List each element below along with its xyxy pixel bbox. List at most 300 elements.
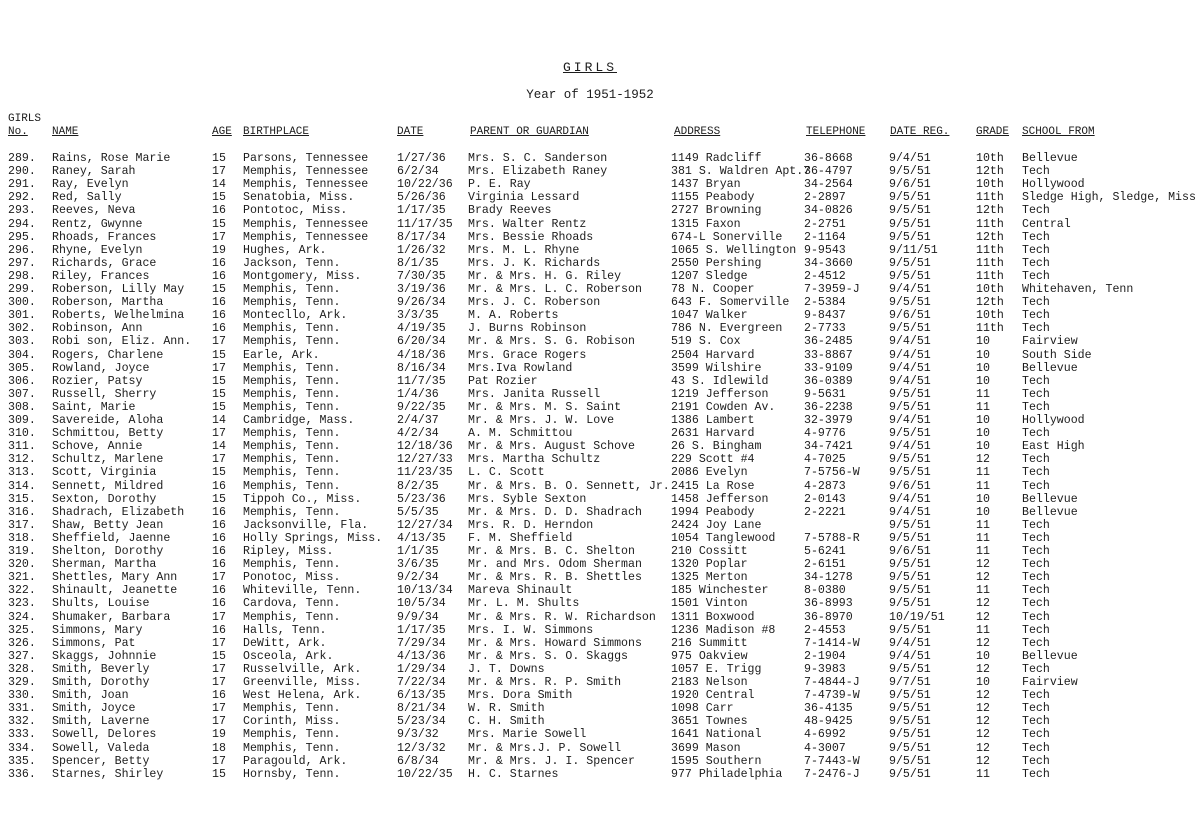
row-number: 290. bbox=[8, 165, 36, 179]
school-from: Tech bbox=[1022, 230, 1050, 244]
school-from: Tech bbox=[1022, 204, 1050, 218]
date-registered: 9/5/51 bbox=[889, 427, 931, 441]
grade: 12th bbox=[976, 204, 1004, 218]
birthplace: Pontotoc, Miss. bbox=[243, 204, 348, 218]
school-from: Fairview bbox=[1022, 676, 1078, 689]
grade: 11 bbox=[976, 479, 990, 493]
parent-guardian: Mrs. M. L. Rhyne bbox=[468, 243, 580, 257]
grade: 11 bbox=[976, 387, 990, 401]
date-registered: 9/5/51 bbox=[889, 191, 931, 205]
grade: 12 bbox=[976, 571, 990, 585]
age: 16 bbox=[212, 309, 226, 323]
student-name: Richards, Grace bbox=[52, 256, 157, 270]
date-registered: 9/4/51 bbox=[889, 492, 931, 506]
table-row bbox=[0, 296, 1200, 309]
parent-guardian: Mrs. Syble Sexton bbox=[468, 492, 587, 506]
grade: 11 bbox=[976, 584, 990, 598]
age: 17 bbox=[212, 610, 226, 624]
student-name: Smith, Joan bbox=[52, 689, 129, 703]
row-number: 297. bbox=[8, 256, 36, 270]
student-name: Russell, Sherry bbox=[52, 387, 157, 401]
student-name: Shults, Louise bbox=[52, 597, 150, 611]
address: 1437 Bryan bbox=[671, 178, 741, 192]
school-from: Tech bbox=[1022, 256, 1050, 270]
birthplace: Senatobia, Miss. bbox=[243, 191, 355, 205]
parent-guardian: Mr. & Mrs. J. I. Spencer bbox=[468, 754, 635, 768]
row-number: 311. bbox=[8, 440, 36, 454]
student-name: Smith, Joyce bbox=[52, 702, 136, 716]
birth-date: 3/6/35 bbox=[397, 558, 439, 572]
birthplace: Tippoh Co., Miss. bbox=[243, 492, 362, 506]
birth-date: 6/2/34 bbox=[397, 165, 439, 179]
address: 2550 Pershing bbox=[671, 256, 762, 270]
student-name: Rowland, Joyce bbox=[52, 361, 150, 375]
student-name: Red, Sally bbox=[52, 191, 122, 205]
row-number: 296. bbox=[8, 243, 36, 257]
address: 1047 Walker bbox=[671, 309, 748, 323]
header-address: ADDRESS bbox=[674, 126, 721, 138]
parent-guardian: Mrs. I. W. Simmons bbox=[468, 623, 594, 637]
birth-date: 7/22/34 bbox=[397, 676, 446, 689]
student-name: Schove, Annie bbox=[52, 440, 143, 454]
birthplace: Memphis, Tenn. bbox=[243, 466, 341, 480]
student-name: Shettles, Mary Ann bbox=[52, 571, 178, 585]
student-name: Rentz, Gwynne bbox=[52, 217, 143, 231]
school-from: Tech bbox=[1022, 662, 1050, 676]
student-name: Simmons, Mary bbox=[52, 623, 143, 637]
school-from: Tech bbox=[1022, 479, 1050, 493]
school-from: Tech bbox=[1022, 623, 1050, 637]
birthplace: Memphis, Tennessee bbox=[243, 165, 369, 179]
student-name: Raney, Sarah bbox=[52, 165, 136, 179]
row-number: 323. bbox=[8, 597, 36, 611]
student-name: Savereide, Aloha bbox=[52, 414, 164, 427]
age: 16 bbox=[212, 269, 226, 283]
address: 26 S. Bingham bbox=[671, 440, 762, 454]
birth-date: 4/13/36 bbox=[397, 649, 446, 663]
header-age: AGE bbox=[212, 126, 232, 138]
parent-guardian: F. M. Sheffield bbox=[468, 531, 573, 545]
table-row bbox=[0, 637, 1200, 650]
student-name: Shaw, Betty Jean bbox=[52, 518, 164, 532]
table-row bbox=[0, 702, 1200, 715]
birth-date: 3/3/35 bbox=[397, 309, 439, 323]
date-registered: 9/4/51 bbox=[889, 505, 931, 519]
table-row bbox=[0, 532, 1200, 545]
grade: 12 bbox=[976, 453, 990, 467]
address: 210 Cossitt bbox=[671, 545, 748, 558]
row-number: 299. bbox=[8, 283, 36, 296]
parent-guardian: Mr. & Mrs.J. P. Sowell bbox=[468, 741, 622, 755]
table-row bbox=[0, 571, 1200, 584]
date-registered: 9/5/51 bbox=[889, 754, 931, 768]
birth-date: 8/17/34 bbox=[397, 230, 446, 244]
address: 1207 Sledge bbox=[671, 269, 748, 283]
telephone: 2-4512 bbox=[804, 269, 846, 283]
date-registered: 9/4/51 bbox=[889, 649, 931, 663]
grade: 10 bbox=[976, 649, 990, 663]
table-row bbox=[0, 349, 1200, 362]
student-name: Rozier, Patsy bbox=[52, 374, 143, 388]
table-row bbox=[0, 742, 1200, 755]
table-row bbox=[0, 309, 1200, 322]
parent-guardian: Mrs. R. D. Herndon bbox=[468, 518, 594, 532]
row-number: 307. bbox=[8, 387, 36, 401]
table-row bbox=[0, 545, 1200, 558]
birth-date: 5/23/34 bbox=[397, 715, 446, 729]
telephone: 48-9425 bbox=[804, 715, 853, 729]
age: 19 bbox=[212, 728, 226, 742]
row-number: 332. bbox=[8, 715, 36, 729]
row-number: 336. bbox=[8, 767, 36, 781]
row-number: 293. bbox=[8, 204, 36, 218]
parent-guardian: Mr. & Mrs. H. G. Riley bbox=[468, 269, 622, 283]
date-registered: 9/5/51 bbox=[889, 584, 931, 598]
parent-guardian: J. Burns Robinson bbox=[468, 322, 587, 336]
row-number: 334. bbox=[8, 741, 36, 755]
age: 16 bbox=[212, 322, 226, 336]
row-number: 304. bbox=[8, 348, 36, 362]
parent-guardian: Mr. & Mrs. D. D. Shadrach bbox=[468, 505, 642, 519]
table-row bbox=[0, 558, 1200, 571]
date-registered: 9/5/51 bbox=[889, 623, 931, 637]
date-registered: 9/5/51 bbox=[889, 322, 931, 336]
telephone: 34-7421 bbox=[804, 440, 853, 454]
telephone: 2-2751 bbox=[804, 217, 846, 231]
table-row bbox=[0, 768, 1200, 781]
address: 1320 Poplar bbox=[671, 558, 748, 572]
table-row bbox=[0, 218, 1200, 231]
grade: 12th bbox=[976, 296, 1004, 310]
parent-guardian: Virginia Lessard bbox=[468, 191, 580, 205]
birthplace: Parsons, Tennessee bbox=[243, 152, 369, 165]
birthplace: Hornsby, Tenn. bbox=[243, 767, 341, 781]
address: 1458 Jefferson bbox=[671, 492, 769, 506]
age: 18 bbox=[212, 741, 226, 755]
telephone: 32-3979 bbox=[804, 414, 853, 427]
page-subtitle: Year of 1951-1952 bbox=[526, 88, 654, 102]
date-registered: 9/6/51 bbox=[889, 479, 931, 493]
school-from: Hollywood bbox=[1022, 178, 1085, 192]
student-name: Sheffield, Jaenne bbox=[52, 531, 171, 545]
row-number: 316. bbox=[8, 505, 36, 519]
address: 1386 Lambert bbox=[671, 414, 755, 427]
birth-date: 6/8/34 bbox=[397, 754, 439, 768]
header-date-reg: DATE REG. bbox=[890, 126, 950, 138]
page-title: GIRLS bbox=[562, 60, 617, 75]
birth-date: 1/17/35 bbox=[397, 204, 446, 218]
age: 15 bbox=[212, 387, 226, 401]
birth-date: 7/30/35 bbox=[397, 269, 446, 283]
student-name: Rhoads, Frances bbox=[52, 230, 157, 244]
student-name: Scott, Virginia bbox=[52, 466, 157, 480]
date-registered: 9/4/51 bbox=[889, 361, 931, 375]
table-row bbox=[0, 624, 1200, 637]
row-number: 305. bbox=[8, 361, 36, 375]
row-number: 322. bbox=[8, 584, 36, 598]
row-number: 333. bbox=[8, 728, 36, 742]
birthplace: Ripley, Miss. bbox=[243, 545, 334, 558]
birthplace: Memphis, Tenn. bbox=[243, 374, 341, 388]
parent-guardian: Mrs. Elizabeth Raney bbox=[468, 165, 608, 179]
birth-date: 5/5/35 bbox=[397, 505, 439, 519]
parent-guardian: Mr. L. M. Shults bbox=[468, 597, 580, 611]
address: 78 N. Cooper bbox=[671, 283, 755, 296]
date-registered: 9/4/51 bbox=[889, 283, 931, 296]
grade: 10 bbox=[976, 361, 990, 375]
student-name: Simmons, Pat bbox=[52, 636, 136, 650]
address: 3699 Mason bbox=[671, 741, 741, 755]
birthplace: Jackson, Tenn. bbox=[243, 256, 341, 270]
birth-date: 10/22/35 bbox=[397, 767, 453, 781]
age: 17 bbox=[212, 754, 226, 768]
birth-date: 3/19/36 bbox=[397, 283, 446, 296]
telephone: 9-5631 bbox=[804, 387, 846, 401]
birth-date: 12/27/33 bbox=[397, 453, 453, 467]
row-number: 291. bbox=[8, 178, 36, 192]
birth-date: 1/17/35 bbox=[397, 623, 446, 637]
parent-guardian: Mrs. Martha Schultz bbox=[468, 453, 601, 467]
row-number: 317. bbox=[8, 518, 36, 532]
parent-guardian: A. M. Schmittou bbox=[468, 427, 573, 441]
school-from: Tech bbox=[1022, 715, 1050, 729]
parent-guardian: Mrs. Marie Sowell bbox=[468, 728, 587, 742]
birthplace: Earle, Ark. bbox=[243, 348, 320, 362]
grade: 12 bbox=[976, 662, 990, 676]
parent-guardian: Mr. & Mrs. B. C. Shelton bbox=[468, 545, 635, 558]
table-row bbox=[0, 493, 1200, 506]
school-from: Tech bbox=[1022, 165, 1050, 179]
school-from: Tech bbox=[1022, 610, 1050, 624]
birth-date: 9/2/34 bbox=[397, 571, 439, 585]
school-from: Bellevue bbox=[1022, 649, 1078, 663]
birthplace: Memphis, Tenn. bbox=[243, 702, 341, 716]
school-from: Tech bbox=[1022, 545, 1050, 558]
school-from: Tech bbox=[1022, 374, 1050, 388]
birth-date: 9/9/34 bbox=[397, 610, 439, 624]
table-row bbox=[0, 728, 1200, 741]
address: 674-L Sonerville bbox=[671, 230, 783, 244]
table-row bbox=[0, 676, 1200, 689]
parent-guardian: Mr. & Mrs. M. S. Saint bbox=[468, 400, 622, 414]
birth-date: 5/26/36 bbox=[397, 191, 446, 205]
age: 17 bbox=[212, 662, 226, 676]
parent-guardian: Mrs. Janita Russell bbox=[468, 387, 601, 401]
grade: 12 bbox=[976, 702, 990, 716]
address: 2504 Harvard bbox=[671, 348, 755, 362]
birth-date: 5/23/36 bbox=[397, 492, 446, 506]
telephone: 36-4135 bbox=[804, 702, 853, 716]
school-from: Tech bbox=[1022, 558, 1050, 572]
birth-date: 6/13/35 bbox=[397, 689, 446, 703]
address: 1325 Merton bbox=[671, 571, 748, 585]
birthplace: Paragould, Ark. bbox=[243, 754, 348, 768]
parent-guardian: Mrs. Grace Rogers bbox=[468, 348, 587, 362]
address: 519 S. Cox bbox=[671, 335, 741, 349]
table-row bbox=[0, 427, 1200, 440]
parent-guardian: Mr. and Mrs. Odom Sherman bbox=[468, 558, 642, 572]
date-registered: 9/4/51 bbox=[889, 348, 931, 362]
age: 14 bbox=[212, 414, 226, 427]
row-number: 295. bbox=[8, 230, 36, 244]
school-from: Tech bbox=[1022, 269, 1050, 283]
birth-date: 4/19/35 bbox=[397, 322, 446, 336]
age: 15 bbox=[212, 374, 226, 388]
header-no-top: GIRLS bbox=[8, 113, 42, 125]
birth-date: 8/2/35 bbox=[397, 479, 439, 493]
table-row bbox=[0, 440, 1200, 453]
table-row bbox=[0, 322, 1200, 335]
date-registered: 9/5/51 bbox=[889, 296, 931, 310]
date-registered: 9/4/51 bbox=[889, 374, 931, 388]
telephone: 33-9109 bbox=[804, 361, 853, 375]
student-name: Spencer, Betty bbox=[52, 754, 150, 768]
telephone: 7-4844-J bbox=[804, 676, 860, 689]
grade: 11th bbox=[976, 256, 1004, 270]
date-registered: 9/5/51 bbox=[889, 518, 931, 532]
telephone: 36-8668 bbox=[804, 152, 853, 165]
address: 43 S. Idlewild bbox=[671, 374, 769, 388]
parent-guardian: Mr. & Mrs. R. B. Shettles bbox=[468, 571, 642, 585]
date-registered: 9/5/51 bbox=[889, 741, 931, 755]
table-row bbox=[0, 165, 1200, 178]
date-registered: 9/4/51 bbox=[889, 636, 931, 650]
birth-date: 12/3/32 bbox=[397, 741, 446, 755]
telephone: 34-2564 bbox=[804, 178, 853, 192]
birth-date: 7/29/34 bbox=[397, 636, 446, 650]
birthplace: Memphis, Tenn. bbox=[243, 558, 341, 572]
parent-guardian: W. R. Smith bbox=[468, 702, 545, 716]
age: 15 bbox=[212, 466, 226, 480]
row-number: 300. bbox=[8, 296, 36, 310]
table-row bbox=[0, 283, 1200, 296]
date-registered: 9/4/51 bbox=[889, 440, 931, 454]
telephone: 9-8437 bbox=[804, 309, 846, 323]
grade: 10th bbox=[976, 283, 1004, 296]
address: 1595 Southern bbox=[671, 754, 762, 768]
age: 16 bbox=[212, 296, 226, 310]
table-row bbox=[0, 401, 1200, 414]
address: 3651 Townes bbox=[671, 715, 748, 729]
header-date: DATE bbox=[397, 126, 424, 138]
birth-date: 11/23/35 bbox=[397, 466, 453, 480]
student-name: Saint, Marie bbox=[52, 400, 136, 414]
telephone: 2-0143 bbox=[804, 492, 846, 506]
address: 643 F. Somerville bbox=[671, 296, 790, 310]
student-name: Robi son, Eliz. Ann. bbox=[52, 335, 192, 349]
date-registered: 10/19/51 bbox=[889, 610, 945, 624]
student-name: Roberts, Welhelmina bbox=[52, 309, 185, 323]
parent-guardian: Mr. & Mrs. B. O. Sennett, Jr. bbox=[468, 479, 670, 493]
parent-guardian: Mr. & Mrs. L. C. Roberson bbox=[468, 283, 642, 296]
parent-guardian: Mrs. J. K. Richards bbox=[468, 256, 601, 270]
grade: 11 bbox=[976, 545, 990, 558]
row-number: 320. bbox=[8, 558, 36, 572]
school-from: Central bbox=[1022, 217, 1071, 231]
parent-guardian: Mrs.Iva Rowland bbox=[468, 361, 573, 375]
telephone: 34-3660 bbox=[804, 256, 853, 270]
birthplace: Memphis, Tenn. bbox=[243, 361, 341, 375]
birth-date: 11/7/35 bbox=[397, 374, 446, 388]
grade: 12 bbox=[976, 597, 990, 611]
address: 975 Oakview bbox=[671, 649, 748, 663]
address: 786 N. Evergreen bbox=[671, 322, 783, 336]
student-name: Reeves, Neva bbox=[52, 204, 136, 218]
birthplace: Memphis, Tenn. bbox=[243, 335, 341, 349]
address: 2183 Nelson bbox=[671, 676, 748, 689]
birth-date: 12/27/34 bbox=[397, 518, 453, 532]
address: 977 Philadelphia bbox=[671, 767, 783, 781]
age: 16 bbox=[212, 689, 226, 703]
telephone: 2-5384 bbox=[804, 296, 846, 310]
telephone: 36-2485 bbox=[804, 335, 853, 349]
row-number: 324. bbox=[8, 610, 36, 624]
school-from: Tech bbox=[1022, 767, 1050, 781]
birthplace: Memphis, Tenn. bbox=[243, 427, 341, 441]
student-name: Roberson, Lilly May bbox=[52, 283, 185, 296]
date-registered: 9/5/51 bbox=[889, 597, 931, 611]
table-row bbox=[0, 519, 1200, 532]
school-from: Tech bbox=[1022, 597, 1050, 611]
telephone: 2-2221 bbox=[804, 505, 846, 519]
address: 1098 Carr bbox=[671, 702, 734, 716]
table-row bbox=[0, 611, 1200, 624]
table-row bbox=[0, 231, 1200, 244]
parent-guardian: M. A. Roberts bbox=[468, 309, 559, 323]
row-number: 325. bbox=[8, 623, 36, 637]
date-registered: 9/5/51 bbox=[889, 400, 931, 414]
date-registered: 9/5/51 bbox=[889, 204, 931, 218]
address: 1641 National bbox=[671, 728, 762, 742]
birth-date: 1/4/36 bbox=[397, 387, 439, 401]
parent-guardian: Mrs. J. C. Roberson bbox=[468, 296, 601, 310]
parent-guardian: Mrs. Dora Smith bbox=[468, 689, 573, 703]
grade: 12th bbox=[976, 230, 1004, 244]
birth-date: 9/3/32 bbox=[397, 728, 439, 742]
parent-guardian: Mr. & Mrs. Howard Simmons bbox=[468, 636, 642, 650]
address: 1311 Boxwood bbox=[671, 610, 755, 624]
date-registered: 9/5/51 bbox=[889, 728, 931, 742]
age: 14 bbox=[212, 178, 226, 192]
school-from: Tech bbox=[1022, 689, 1050, 703]
date-registered: 9/6/51 bbox=[889, 545, 931, 558]
table-row bbox=[0, 414, 1200, 427]
birthplace: Memphis, Tenn. bbox=[243, 453, 341, 467]
date-registered: 9/5/51 bbox=[889, 702, 931, 716]
telephone: 7-4739-W bbox=[804, 689, 860, 703]
header-no: No. bbox=[8, 126, 28, 138]
age: 16 bbox=[212, 545, 226, 558]
parent-guardian: Pat Rozier bbox=[468, 374, 538, 388]
birthplace: Greenville, Miss. bbox=[243, 676, 362, 689]
age: 16 bbox=[212, 518, 226, 532]
student-name: Smith, Beverly bbox=[52, 662, 150, 676]
birth-date: 4/2/34 bbox=[397, 427, 439, 441]
grade: 11 bbox=[976, 466, 990, 480]
student-name: Robinson, Ann bbox=[52, 322, 143, 336]
header-birthplace: BIRTHPLACE bbox=[243, 126, 310, 138]
student-name: Rhyne, Evelyn bbox=[52, 243, 143, 257]
student-name: Smith, Dorothy bbox=[52, 676, 150, 689]
grade: 10th bbox=[976, 152, 1004, 165]
row-number: 301. bbox=[8, 309, 36, 323]
student-name: Schmittou, Betty bbox=[52, 427, 164, 441]
grade: 11 bbox=[976, 400, 990, 414]
birthplace: Corinth, Miss. bbox=[243, 715, 341, 729]
age: 15 bbox=[212, 283, 226, 296]
table-row bbox=[0, 689, 1200, 702]
telephone: 9-9543 bbox=[804, 243, 846, 257]
